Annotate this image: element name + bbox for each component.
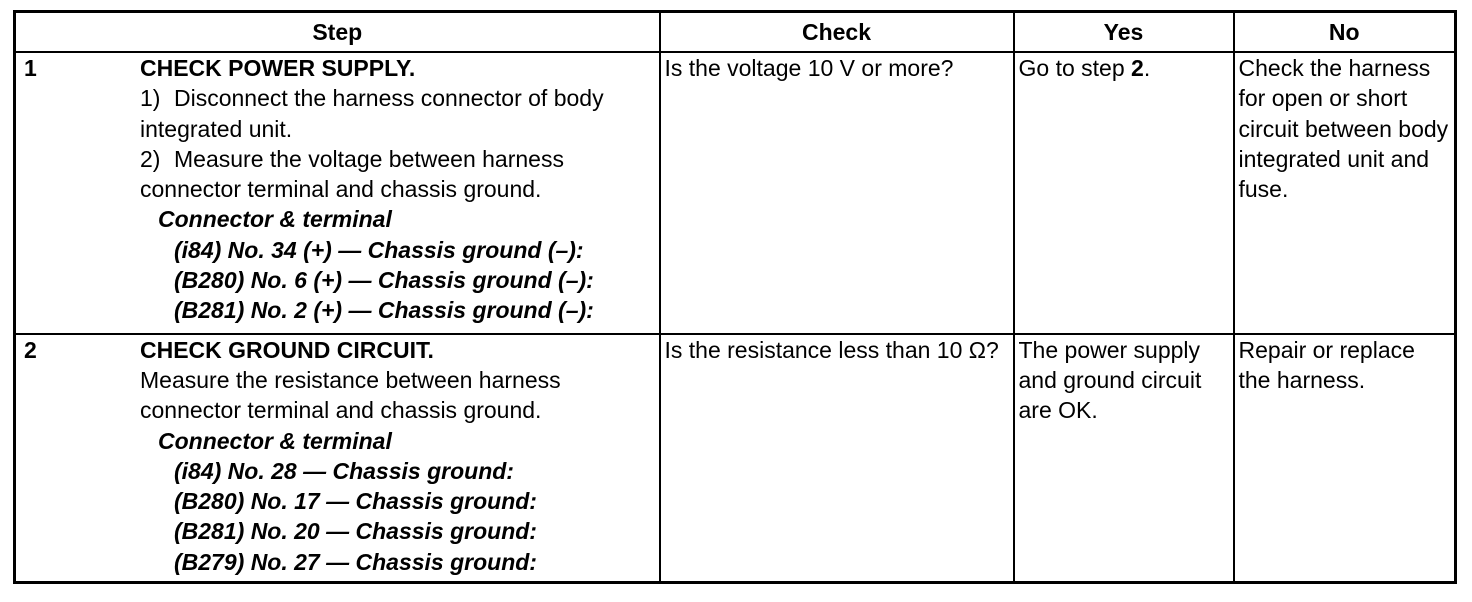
header-yes: Yes bbox=[1014, 12, 1234, 53]
step-description: Measure the resistance between harness connector terminal and chassis ground. bbox=[140, 366, 561, 424]
connector-item: (B280) No. 17 — Chassis ground: bbox=[174, 488, 537, 515]
header-step: Step bbox=[15, 12, 660, 53]
instruction-number: 1) bbox=[140, 85, 161, 112]
no-cell: Check the harness for open or short circuit between body integrated unit and fuse. bbox=[1234, 52, 1456, 334]
step-title: CHECK GROUND CIRCUIT. bbox=[140, 336, 434, 363]
step-title: CHECK POWER SUPPLY. bbox=[140, 55, 416, 81]
instruction-item bbox=[140, 144, 655, 205]
no-cell: Repair or replace the harness. bbox=[1234, 334, 1456, 583]
connector-item: (B279) No. 27 — Chassis ground: bbox=[174, 548, 537, 575]
header-row bbox=[15, 12, 1456, 53]
header-check: Check bbox=[660, 12, 1014, 53]
yes-cell bbox=[1014, 52, 1234, 334]
connector-heading: Connector & terminal bbox=[158, 427, 392, 454]
connector-item: (B281) No. 20 — Chassis ground: bbox=[174, 518, 537, 545]
table-row-step-1 bbox=[15, 52, 1456, 334]
yes-suffix: . bbox=[1143, 55, 1151, 81]
instruction-item bbox=[140, 83, 655, 144]
diagnostic-table bbox=[13, 10, 1457, 584]
step-cell bbox=[15, 52, 660, 334]
yes-prefix: Go to step bbox=[1018, 55, 1132, 81]
check-cell: Is the voltage 10 V or more? bbox=[660, 52, 1014, 334]
table-row-step-2 bbox=[15, 334, 1456, 583]
step-number: 2 bbox=[24, 336, 37, 363]
instruction-number: 2) bbox=[140, 145, 161, 172]
connector-item: (i84) No. 28 — Chassis ground: bbox=[174, 457, 514, 484]
instruction-text: Disconnect the harness connector of body integrated unit. bbox=[140, 85, 604, 142]
instruction-text: Measure the voltage between harness connector terminal and chassis ground. bbox=[140, 145, 564, 203]
yes-step-ref: 2 bbox=[1131, 55, 1144, 81]
connector-item: (B281) No. 2 (+) — Chassis ground (–): bbox=[174, 297, 594, 324]
yes-cell: The power supply and ground circuit are OK. bbox=[1014, 334, 1234, 583]
connector-heading: Connector & terminal bbox=[158, 206, 392, 233]
check-cell: Is the resistance less than 10 Ω? bbox=[660, 334, 1014, 583]
step-number: 1 bbox=[24, 55, 37, 81]
connector-item: (i84) No. 34 (+) — Chassis ground (–): bbox=[174, 236, 584, 263]
header-no: No bbox=[1234, 12, 1456, 53]
step-cell bbox=[15, 334, 660, 583]
connector-item: (B280) No. 6 (+) — Chassis ground (–): bbox=[174, 267, 594, 294]
